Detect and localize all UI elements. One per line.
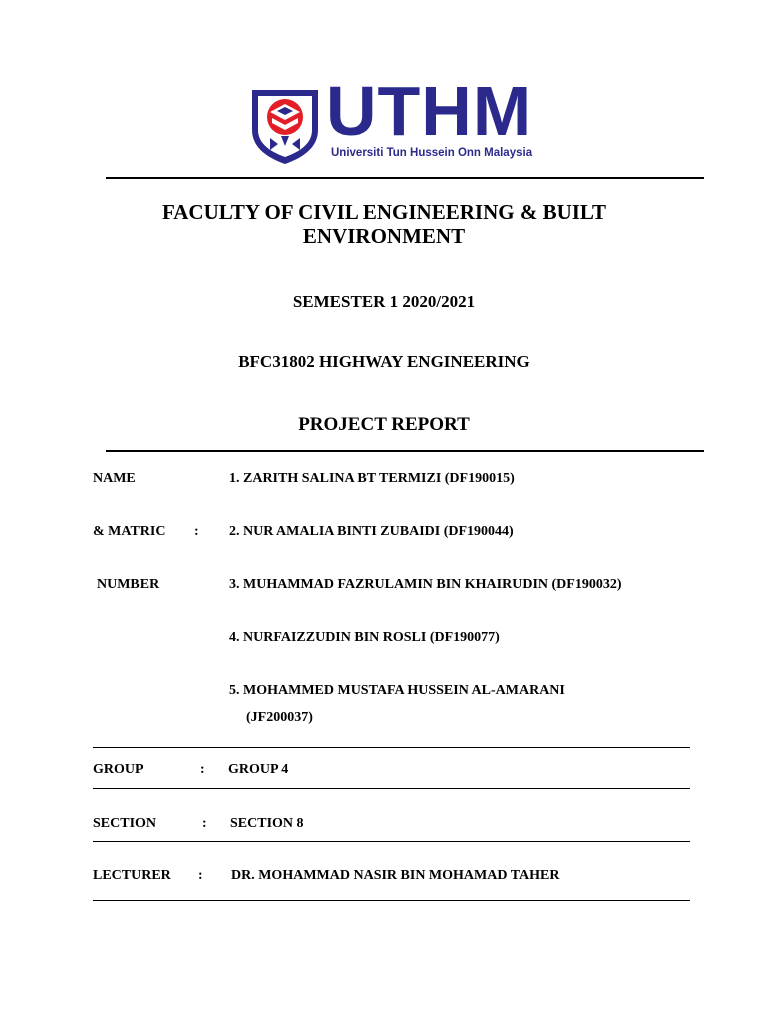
lecturer-divider bbox=[93, 900, 690, 901]
members-divider bbox=[93, 747, 690, 748]
logo-wordmark: UTHM bbox=[326, 72, 533, 150]
course-title: BFC31802 HIGHWAY ENGINEERING bbox=[238, 352, 530, 371]
faculty-line-1: FACULTY OF CIVIL ENGINEERING & BUILT bbox=[161, 200, 606, 224]
member-2: 2. NUR AMALIA BINTI ZUBAIDI (DF190044) bbox=[229, 524, 514, 539]
group-value: GROUP 4 bbox=[228, 762, 289, 777]
matric-label: & MATRIC bbox=[93, 524, 166, 539]
report-type: PROJECT REPORT bbox=[298, 414, 470, 435]
matric-colon: : bbox=[194, 524, 199, 539]
name-label: NAME bbox=[93, 471, 136, 486]
title-divider bbox=[106, 450, 704, 452]
lecturer-label: LECTURER bbox=[93, 868, 171, 883]
section-value: SECTION 8 bbox=[230, 816, 304, 831]
number-label: NUMBER bbox=[97, 577, 160, 592]
member-5: 5. MOHAMMED MUSTAFA HUSSEIN AL-AMARANI bbox=[229, 683, 565, 698]
section-label: SECTION bbox=[93, 816, 157, 831]
uthm-crest-icon bbox=[248, 86, 322, 166]
group-divider bbox=[93, 788, 690, 789]
group-label: GROUP bbox=[93, 762, 144, 777]
member-5-matric: (JF200037) bbox=[246, 710, 313, 725]
section-colon: : bbox=[202, 816, 207, 831]
member-3: 3. MUHAMMAD FAZRULAMIN BIN KHAIRUDIN (DF190032) bbox=[229, 577, 622, 592]
section-divider bbox=[93, 841, 690, 842]
lecturer-value: DR. MOHAMMAD NASIR BIN MOHAMAD TAHER bbox=[231, 868, 560, 883]
logo-university-name: Universiti Tun Hussein Onn Malaysia bbox=[331, 147, 533, 159]
faculty-line-2: ENVIRONMENT bbox=[302, 224, 466, 248]
member-1: 1. ZARITH SALINA BT TERMIZI (DF190015) bbox=[229, 471, 515, 486]
member-4: 4. NURFAIZZUDIN BIN ROSLI (DF190077) bbox=[229, 630, 500, 645]
lecturer-colon: : bbox=[198, 868, 203, 883]
header-divider bbox=[106, 177, 704, 179]
group-colon: : bbox=[200, 762, 205, 777]
semester: SEMESTER 1 2020/2021 bbox=[292, 292, 476, 311]
